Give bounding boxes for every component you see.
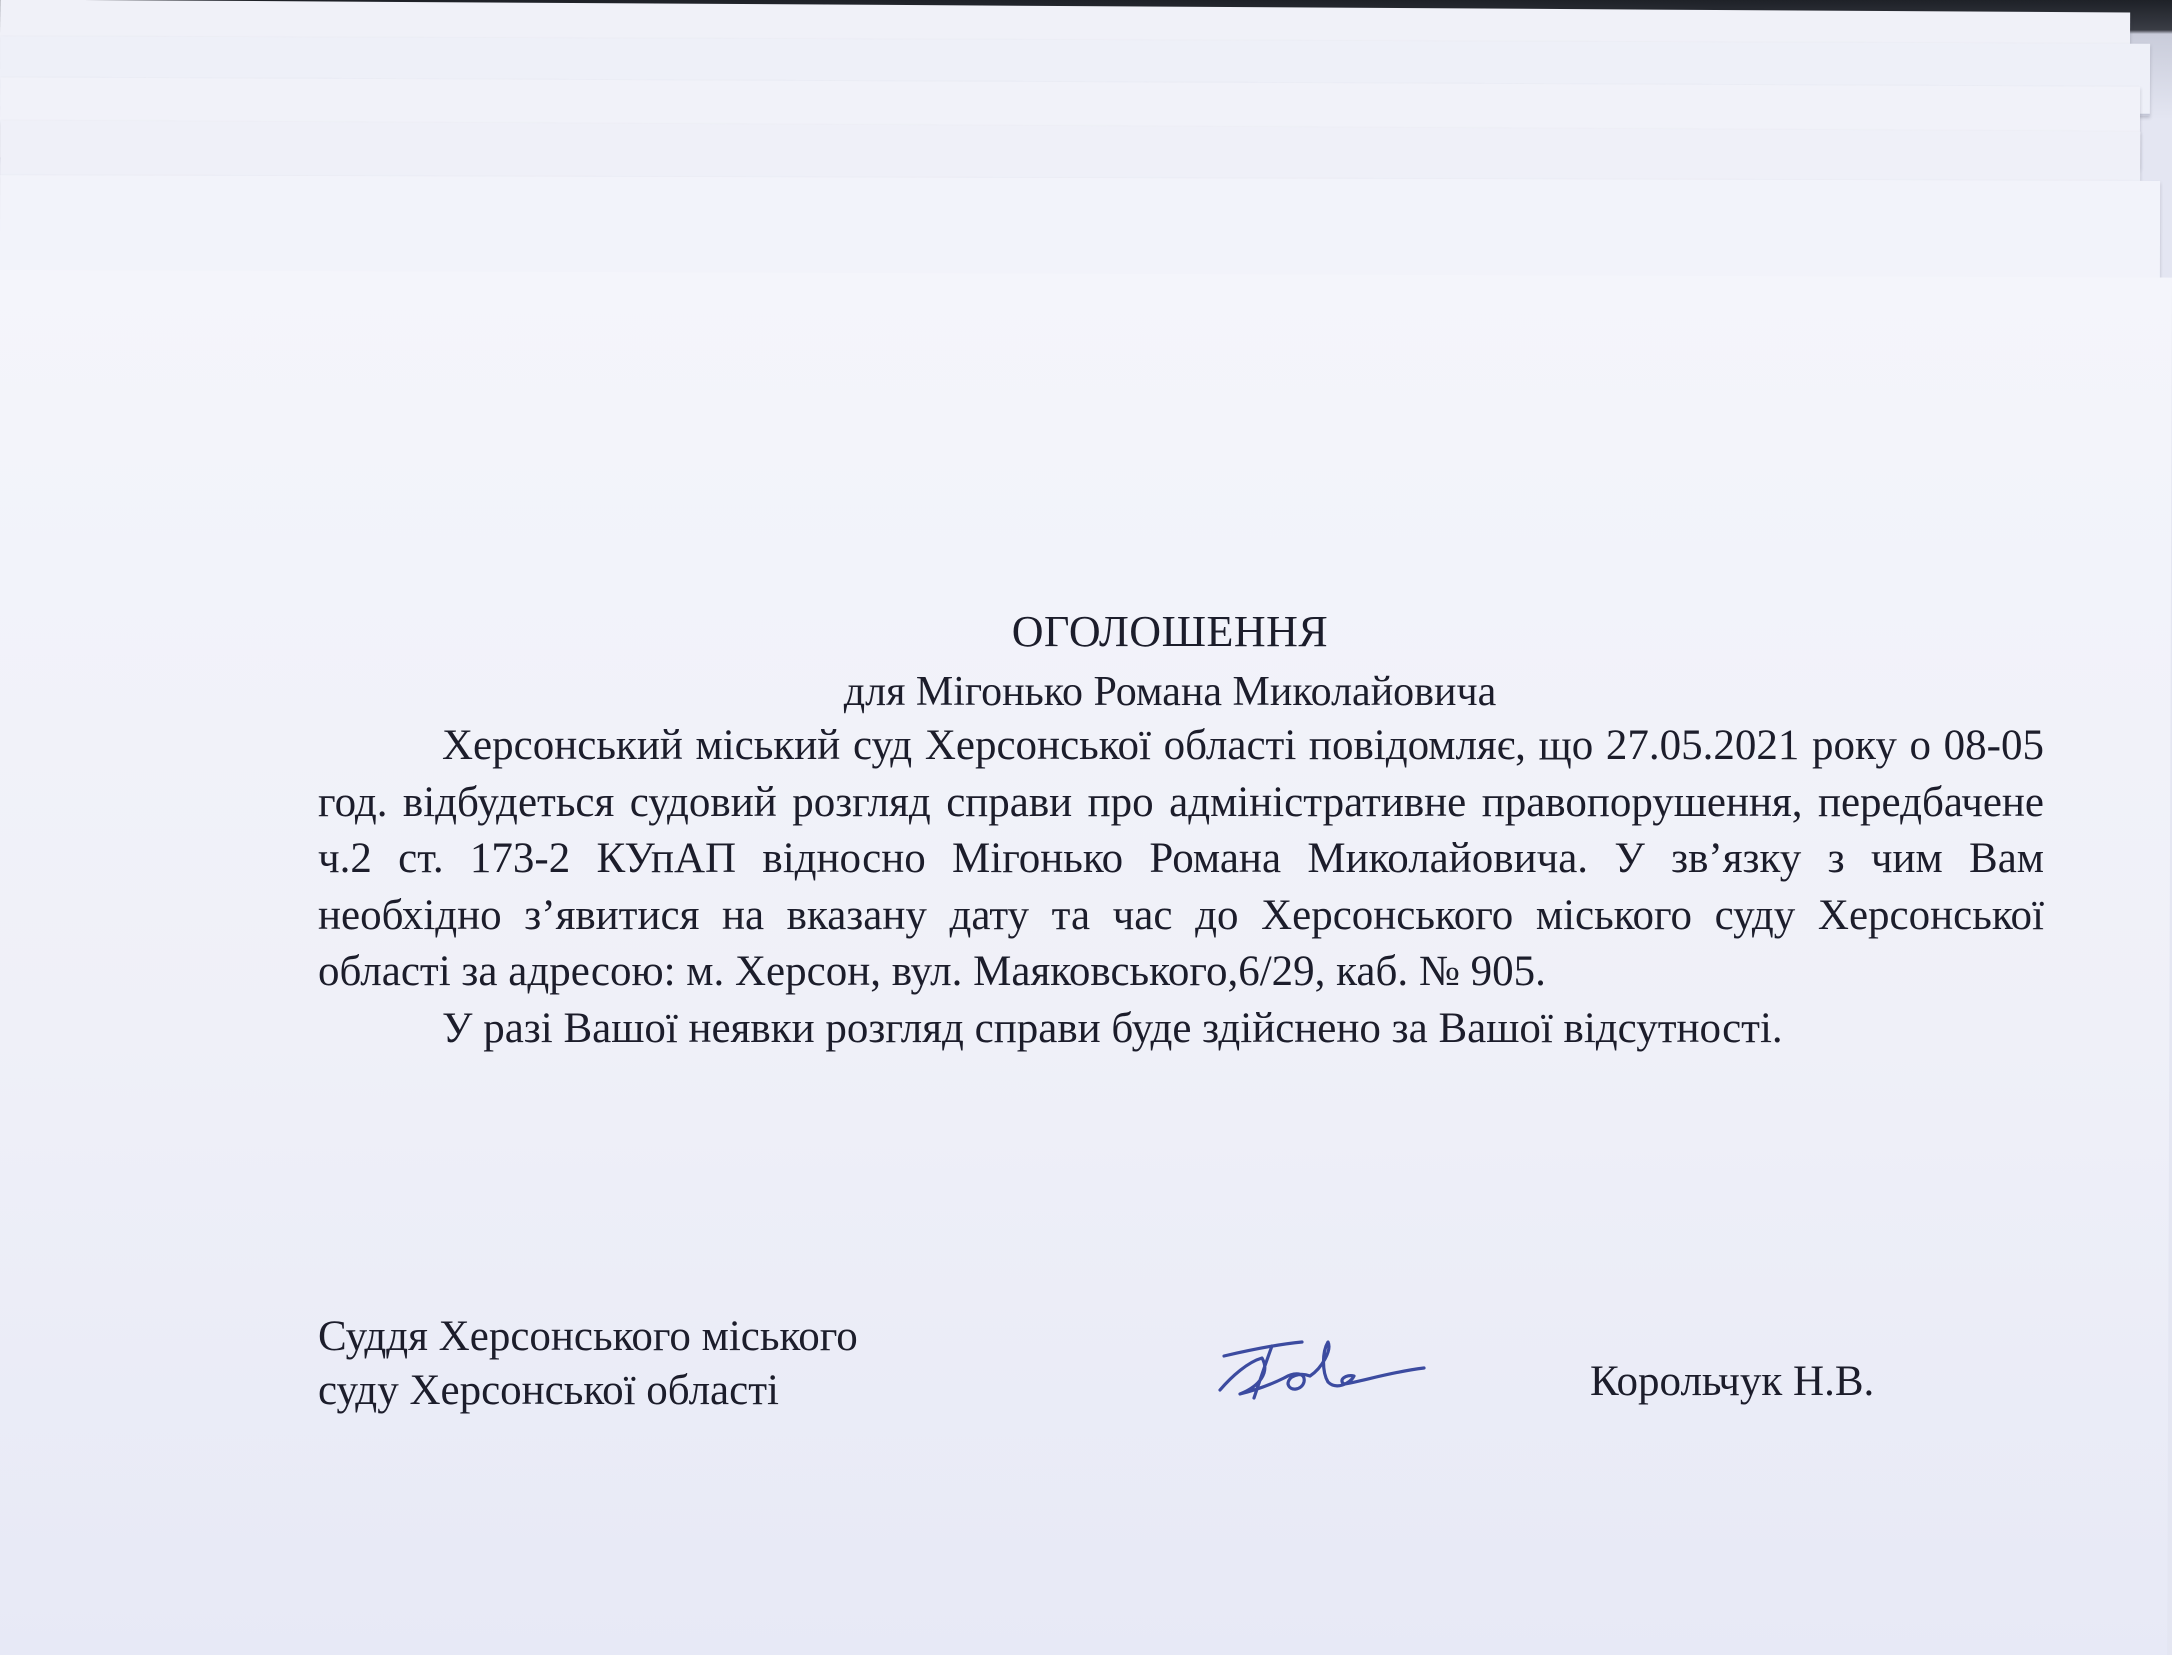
body-paragraph-notice: Херсонський міський суд Херсонської області повідомляє, що 27.05.2021 року о 08-05 год. відбудеться судовий розгляд справи про адміністративне правопорушення, передбачене ч.2 ст. 173-2 КУпАП відносно Мігонько Романа Миколайовича. У зв’язку з чим Вам необхідно з’явитися на вказану дату та час до Херсонського міського суду Херсонської області за адресою: м. Херсон, вул. Маяковського,6/29, каб. № 905.: [318, 722, 2044, 995]
signer-name: Корольчук Н.В.: [1590, 1358, 1875, 1405]
signer-position-line2: суду Херсонської області: [318, 1367, 779, 1414]
handwritten-signature: [1210, 1328, 1440, 1408]
document-body: [318, 718, 2044, 1057]
body-paragraph-absence: У разі Вашої неявки розгляд справи буде здійснено за Вашої відсутності.: [442, 1004, 1783, 1052]
document-title: ОГОЛОШЕННЯ: [1011, 607, 1329, 656]
signer-position-line1: Суддя Херсонського міського: [318, 1313, 858, 1360]
signer-position: [318, 1310, 1018, 1418]
document-subtitle: для Мігонько Романа Миколайовича: [843, 669, 1497, 715]
